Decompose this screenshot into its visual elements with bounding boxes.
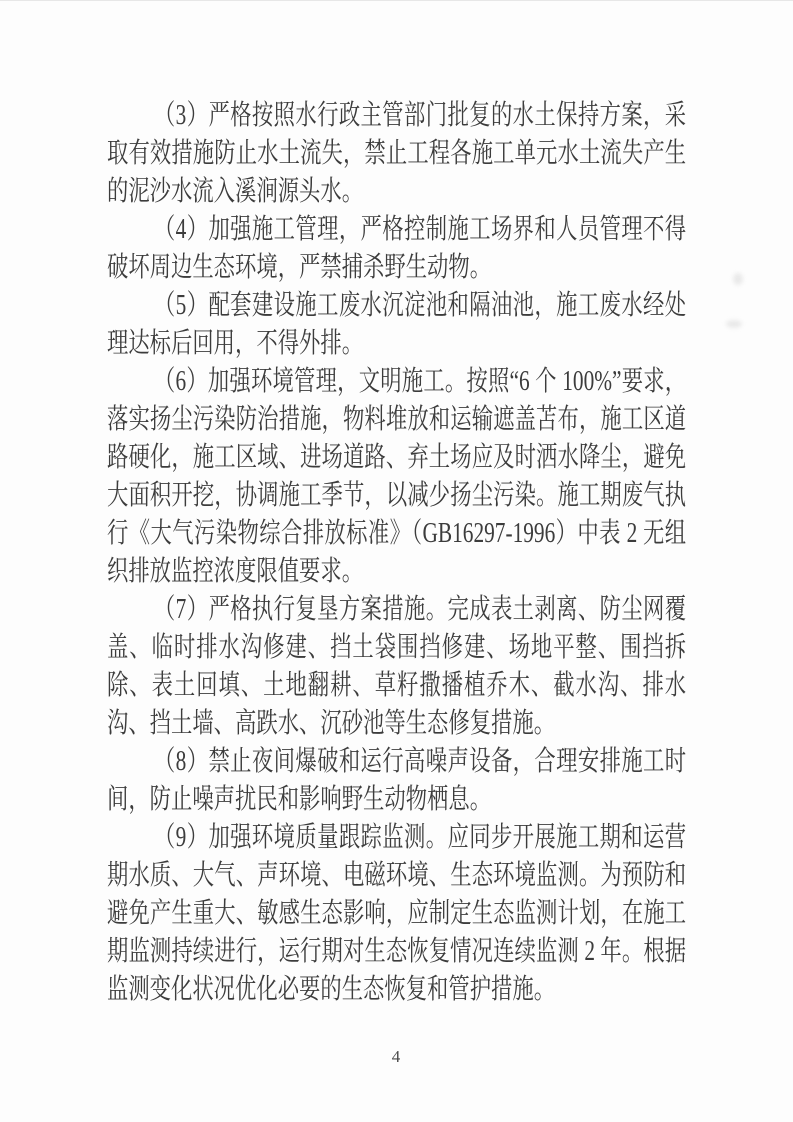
paragraph-item-3: （3）严格按照水行政主管部门批复的水土保持方案，采取有效措施防止水土流失，禁止工程各施工单元水土流失产生的泥沙水流入溪涧源头水。 bbox=[107, 100, 687, 207]
paragraph-item-6: （6）加强环境管理，文明施工。按照“6 个 100%”要求，落实扬尘污染防治措施，物料堆放和运输遮盖苫布，施工区道路硬化，施工区域、进场道路、弃土场应及时洒水降尘，避免大面积开挖，协调施工季节，以减少扬尘污染。施工期废气执行《大气污染物综合排放标准》（GB16297-1996）中表 2 无组织排放监控浓度限值要求。 bbox=[107, 366, 687, 587]
paragraph-item-9: （9）加强环境质量跟踪监测。应同步开展施工期和运营期水质、大气、声环境、电磁环境、生态环境监测。为预防和避免产生重大、敏感生态影响，应制定生态监测计划，在施工期监测持续进行，运行期对生态恢复情况连续监测 2 年。根据监测变化状况优化必要的生态恢复和管护措施。 bbox=[107, 822, 687, 1005]
document-body bbox=[107, 97, 686, 1009]
scan-smudge-artifact bbox=[726, 320, 742, 328]
paragraph-item-5: （5）配套建设施工废水沉淀池和隔油池，施工废水经处理达标后回用，不得外排。 bbox=[107, 290, 687, 359]
paragraph-item-8: （8）禁止夜间爆破和运行高噪声设备，合理安排施工时间，防止噪声扰民和影响野生动物栖息。 bbox=[107, 746, 687, 815]
page-number: 4 bbox=[391, 1047, 402, 1066]
paragraph-item-7: （7）严格执行复垦方案措施。完成表土剥离、防尘网覆盖、临时排水沟修建、挡土袋围挡修建、场地平整、围挡拆除、表土回填、土地翻耕、草籽撒播植乔木、截水沟、排水沟、挡土墙、高跌水、沉砂池等生态修复措施。 bbox=[107, 594, 687, 739]
scan-smudge-artifact bbox=[733, 273, 743, 285]
paragraph-item-4: （4）加强施工管理，严格控制施工场界和人员管理不得破坏周边生态环境，严禁捕杀野生动物。 bbox=[107, 214, 687, 283]
